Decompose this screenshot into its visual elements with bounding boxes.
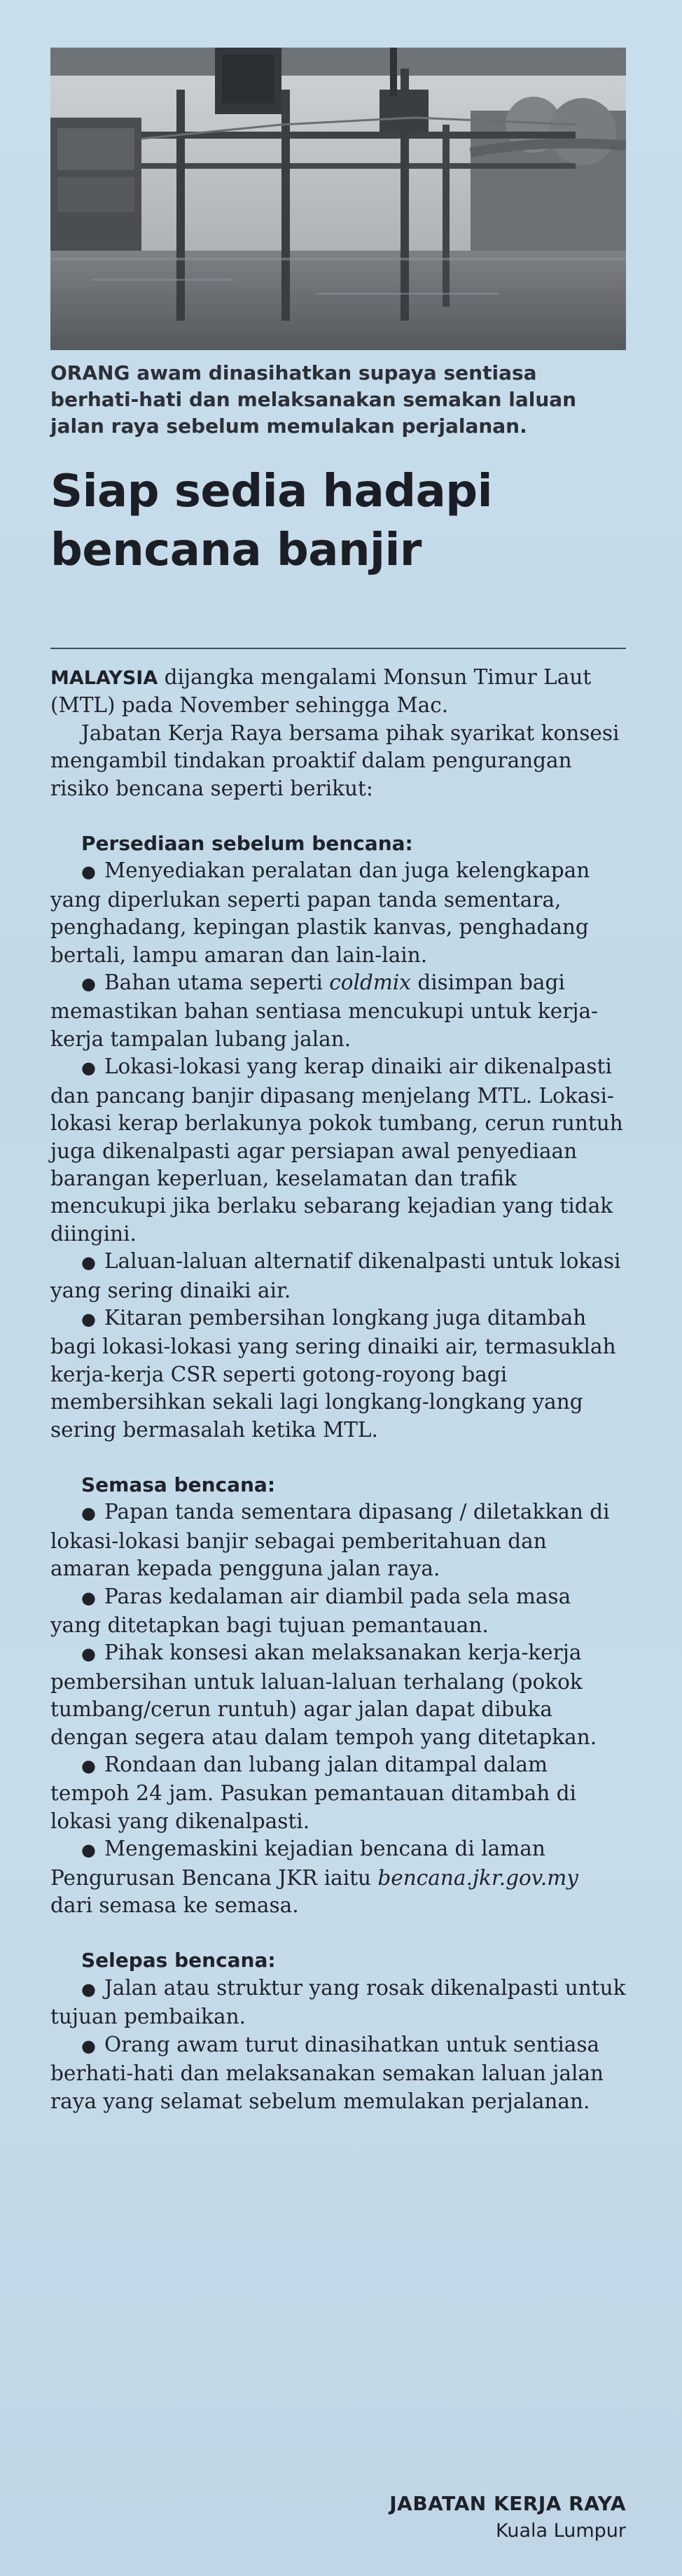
list-item <box>50 1751 626 1835</box>
bullet-icon: ● <box>81 1979 96 1999</box>
news-photo <box>50 48 626 350</box>
bullet-text: Orang awam turut dinasihatkan untuk sentiasa berhati-hati dan melaksanakan semakan laluan jalan raya yang selamat sebelum memulakan perjalanan. <box>50 2032 604 2113</box>
list-item <box>50 1835 626 1919</box>
bullet-text: Kitaran pembersihan longkang juga ditambah bagi lokasi-lokasi yang sering dinaiki air, termasuklah kerja-kerja CSR seperti gotong-royong bagi membersihkan sekali lagi longkang-longkang yang sering bermasalah ketika MTL. <box>50 1305 616 1442</box>
bullet-text: Menyediakan peralatan dan juga kelengkapan yang diperlukan seperti papan tanda sementara, penghadang, kepingan plastik kanvas, penghadang bertali, lampu amaran dan lain-lain. <box>50 858 590 967</box>
bullet-icon: ● <box>81 1058 96 1078</box>
bullet-text-em: coldmix <box>329 970 411 995</box>
bullet-text: Jalan atau struktur yang rosak dikenalpasti untuk tujuan pembaikan. <box>50 1975 626 2029</box>
list-item <box>50 1639 626 1751</box>
bullet-icon: ● <box>81 1309 96 1329</box>
bullet-icon: ● <box>81 974 96 994</box>
list-item <box>50 1248 626 1304</box>
bullet-icon: ● <box>81 1253 96 1273</box>
article-body <box>50 664 626 2115</box>
section-title-before: Persediaan sebelum bencana: <box>81 832 413 856</box>
bullet-icon: ● <box>81 862 96 882</box>
headline-divider <box>50 648 626 649</box>
bullet-text-post: dari semasa ke semasa. <box>50 1893 299 1918</box>
bullet-icon: ● <box>81 1756 96 1776</box>
list-item <box>50 1053 626 1248</box>
photo-caption <box>50 360 626 440</box>
bullet-icon: ● <box>81 2035 96 2056</box>
bullet-icon: ● <box>81 1644 96 1664</box>
list-item <box>50 1304 626 1444</box>
bullet-icon: ● <box>81 1503 96 1524</box>
byline <box>389 2490 626 2544</box>
website-url: bencana.jkr.gov.my <box>377 1865 578 1890</box>
bullet-text-pre: Mengemaskini kejadian bencana di laman Pengurusan Bencana JKR iaitu <box>50 1837 545 1890</box>
byline-location: Kuala Lumpur <box>496 2520 626 2542</box>
list-item <box>50 969 626 1053</box>
intro-text: dijangka mengalami Monsun Timur Laut (MTL) pada November sehingga Mac. <box>50 665 592 718</box>
bullet-text: Laluan-laluan alternatif dikenalpasti untuk lokasi yang sering dinaiki air. <box>50 1249 621 1302</box>
section-title-after: Selepas bencana: <box>81 1949 276 1972</box>
flood-gauge-photo-icon <box>50 48 626 350</box>
intro-paragraph <box>50 664 626 720</box>
headline: Siap sedia hadapi bencana banjir <box>50 466 493 576</box>
list-item <box>50 1583 626 1640</box>
bullet-text-pre: Bahan utama seperti <box>104 970 330 995</box>
intro-paragraph-2: Jabatan Kerja Raya bersama pihak syarikat konsesi mengambil tindakan proaktif dalam pengurangan risiko bencana seperti berikut: <box>50 720 620 800</box>
bullet-icon: ● <box>81 1840 96 1860</box>
bullet-text: Papan tanda sementara dipasang / diletakkan di lokasi-lokasi banjir sebagai pemberitahuan dan amaran kepada pengguna jalan raya. <box>50 1500 610 1581</box>
caption-text: awam dinasihatkan supaya sentiasa berhati-hati dan melaksanakan semakan laluan jalan raya sebelum memulakan perjalanan. <box>50 361 577 438</box>
bullet-text: Lokasi-lokasi yang kerap dinaiki air dikenalpasti dan pancang banjir dipasang menjelang MTL. Lokasi-lokasi kerap berlakunya pokok tumbang, cerun runtuh juga dikenalpasti agar persiapan awal penyediaan barangan keperluan, keselamatan dan trafik mencukupi jika berlaku sebarang kejadian yang tidak diingini. <box>50 1054 623 1246</box>
bullet-text: Rondaan dan lubang jalan ditampal dalam tempoh 24 jam. Pasukan pemantauan ditambah di lokasi yang dikenalpasti. <box>50 1753 576 1833</box>
list-item <box>50 2031 626 2115</box>
bullet-text: Pihak konsesi akan melaksanakan kerja-kerja pembersihan untuk laluan-laluan terhalang (pokok tumbang/cerun runtuh) agar jalan dapat dibuka dengan segera atau dalam tempoh yang ditetapkan. <box>50 1641 597 1749</box>
intro-lead: MALAYSIA <box>50 667 158 689</box>
bullet-text: Paras kedalaman air diambil pada sela masa yang ditetapkan bagi tujuan pemantauan. <box>50 1584 571 1637</box>
bullet-text-post: disimpan bagi memastikan bahan sentiasa mencukupi untuk kerja-kerja tampalan lubang jalan. <box>50 970 599 1051</box>
list-item <box>50 1975 626 2031</box>
byline-organization: JABATAN KERJA RAYA <box>389 2492 626 2515</box>
caption-lead: ORANG <box>50 361 130 384</box>
list-item <box>50 1498 626 1582</box>
list-item <box>50 857 626 969</box>
section-title-during: Semasa bencana: <box>81 1473 276 1496</box>
bullet-icon: ● <box>81 1587 96 1608</box>
